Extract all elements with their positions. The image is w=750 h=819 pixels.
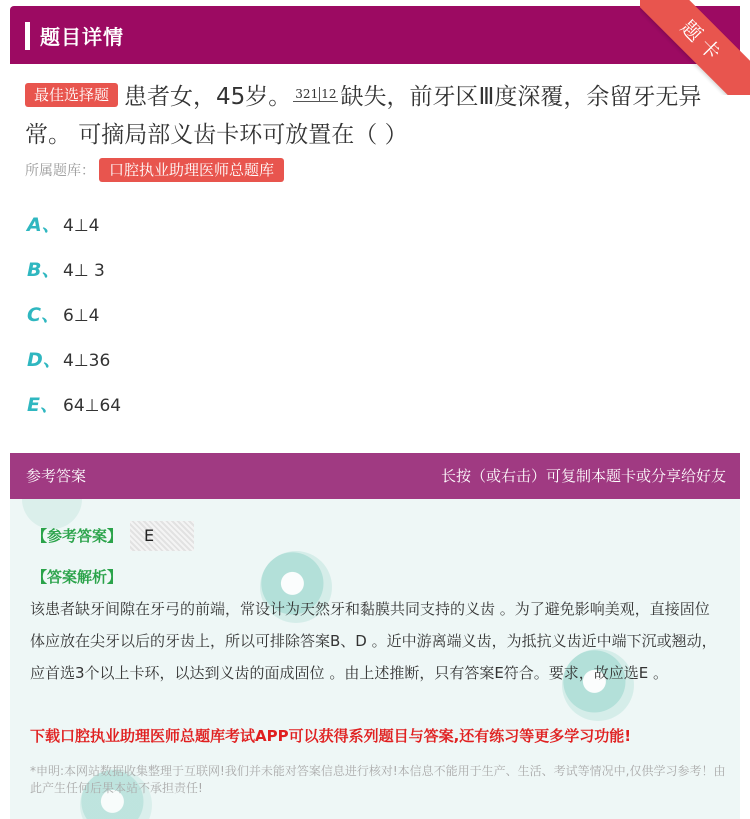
- option-letter: C、: [27, 304, 60, 326]
- reference-answer-label: 【参考答案】: [32, 527, 123, 545]
- option-letter: B、: [27, 259, 61, 281]
- option-letter: E、: [27, 394, 59, 416]
- ribbon-label: 题卡: [676, 15, 730, 69]
- bank-link[interactable]: 口腔执业助理医师总题库: [99, 158, 284, 182]
- answer-panel: [10, 499, 740, 819]
- question-type-badge: 最佳选择题: [25, 83, 118, 107]
- option-list: [27, 210, 121, 435]
- option-text: 64⊥64: [63, 396, 122, 416]
- page-title: 题目详情: [40, 25, 124, 49]
- option-e[interactable]: [27, 390, 121, 435]
- copy-share-hint[interactable]: 长按（或右击）可复制本题卡或分享给好友: [440, 467, 726, 485]
- tooth-left: 321: [295, 87, 319, 101]
- question-text-before: 患者女，45岁。: [124, 84, 292, 110]
- option-text: 6⊥4: [63, 306, 100, 326]
- answer-header: [10, 453, 740, 499]
- option-text: 4⊥4: [63, 216, 100, 236]
- option-letter: A、: [27, 214, 61, 236]
- disclaimer-text: *申明:本网站数据收集整理于互联网!我们并未能对答案信息进行核对!本信息不能用于生产、生活、考试等情况中,仅供学习参考！由此产生任何后果本站不承担责任!: [30, 764, 726, 795]
- question-bank: [25, 158, 284, 183]
- analysis-text: 该患者缺牙间隙在牙弓的前端，常设计为天然牙和黏膜共同支持的义齿 。为了避免影响美观，直接固位体应放在尖牙以后的牙齿上，所以可排除答案B、D 。近中游离端义齿，为抵抗义齿近中端下沉或翘动，应首选3个以上卡环，以达到义齿的面成固位 。由上述推断，只有答案E符合。要求，故应选E 。: [30, 600, 717, 682]
- question-stem: [25, 78, 725, 154]
- option-c[interactable]: [27, 300, 121, 345]
- option-d[interactable]: [27, 345, 121, 390]
- analysis-label: 【答案解析】: [32, 568, 123, 586]
- question-text-after: 缺失，前牙区Ⅲ度深覆，余留牙无异常。 可摘局部义齿卡环可放置在（ ）: [25, 84, 702, 148]
- option-letter: D、: [27, 349, 62, 371]
- option-text: 4⊥36: [63, 351, 111, 371]
- bank-label: 所属题库：: [25, 163, 95, 179]
- download-app-link[interactable]: 下载口腔执业助理医师总题库考试APP可以获得系列题目与答案,还有练习等更多学习功能!: [30, 727, 632, 745]
- option-b[interactable]: [27, 255, 121, 300]
- tooth-notation: [293, 87, 338, 102]
- answer-header-title: 参考答案: [26, 467, 87, 485]
- detail-header: [10, 6, 740, 64]
- tooth-right: 12: [321, 87, 337, 101]
- option-a[interactable]: [27, 210, 121, 255]
- reference-answer-value: E: [130, 521, 194, 551]
- option-text: 4⊥ 3: [63, 261, 105, 281]
- header-accent-bar: [25, 22, 30, 50]
